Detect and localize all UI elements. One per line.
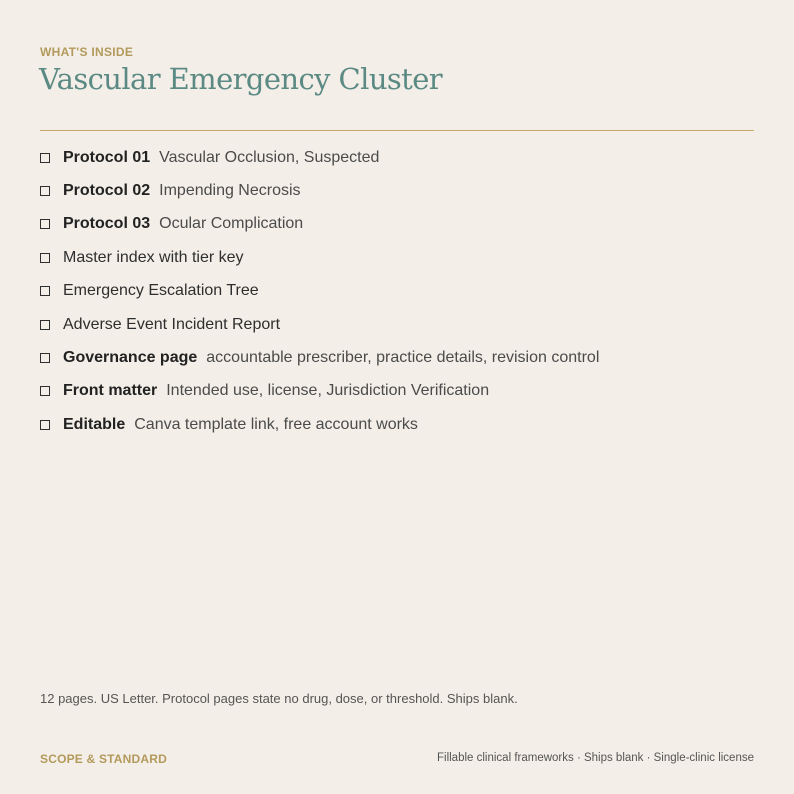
checklist-item-front-matter: [40, 375, 754, 408]
section-eyebrow: WHAT'S INSIDE: [40, 45, 134, 59]
item-label: Editable: [63, 415, 126, 433]
checkbox-icon[interactable]: [40, 186, 50, 196]
checkbox-icon[interactable]: [40, 153, 50, 163]
contents-checklist: [40, 141, 754, 442]
page-title: Vascular Emergency Cluster: [39, 62, 443, 96]
checkbox-icon[interactable]: [40, 286, 50, 296]
checklist-item-protocol-01: [40, 141, 754, 174]
item-description: Intended use, license, Jurisdiction Verification: [166, 382, 490, 400]
checkbox-icon[interactable]: [40, 353, 50, 363]
footer-brand: SCOPE & STANDARD: [40, 752, 167, 766]
checklist-item-governance: [40, 341, 754, 374]
item-description: Adverse Event Incident Report: [63, 315, 281, 333]
footnote: 12 pages. US Letter. Protocol pages state no drug, dose, or threshold. Ships blank.: [40, 691, 518, 706]
item-description: Vascular Occlusion, Suspected: [159, 148, 380, 166]
divider: [40, 130, 754, 131]
footer-tagline: Fillable clinical frameworks · Ships blank · Single-clinic license: [436, 752, 754, 764]
checklist-item-protocol-02: [40, 174, 754, 207]
item-label: Front matter: [63, 382, 158, 400]
checklist-item-protocol-03: [40, 208, 754, 241]
checkbox-icon[interactable]: [40, 386, 50, 396]
checkbox-icon[interactable]: [40, 420, 50, 430]
item-label: Governance page: [63, 349, 198, 367]
checklist-item-editable: [40, 408, 754, 441]
item-description: Canva template link, free account works: [134, 415, 418, 433]
checkbox-icon[interactable]: [40, 219, 50, 229]
checklist-item-incident-report: [40, 308, 754, 341]
checkbox-icon[interactable]: [40, 253, 50, 263]
checklist-item-escalation-tree: [40, 275, 754, 308]
checklist-item-master-index: [40, 241, 754, 274]
checkbox-icon[interactable]: [40, 320, 50, 330]
item-description: accountable prescriber, practice details, revision control: [206, 349, 600, 367]
item-label: Protocol 03: [63, 215, 151, 233]
item-description: Impending Necrosis: [159, 182, 301, 200]
item-description: Emergency Escalation Tree: [63, 282, 259, 300]
item-description: Master index with tier key: [63, 248, 244, 266]
item-label: Protocol 01: [63, 148, 151, 166]
item-description: Ocular Complication: [159, 215, 304, 233]
item-label: Protocol 02: [63, 182, 151, 200]
